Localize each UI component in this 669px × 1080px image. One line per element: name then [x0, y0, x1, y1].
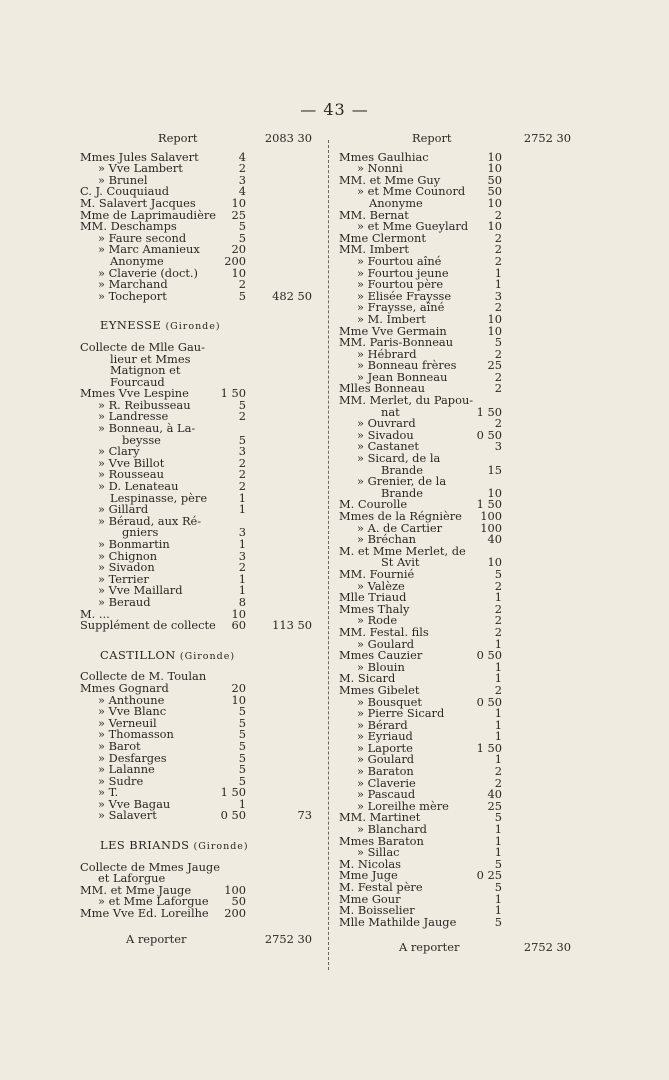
donor-name: Mme Clermont: [339, 230, 426, 245]
donor-name: » Fourtou jeune: [357, 265, 449, 280]
donor-name: MM. Paris-Bonneau: [339, 335, 454, 350]
donor-name: » Bonneau frères: [357, 358, 457, 373]
donation-amount: 5: [494, 810, 502, 825]
donation-amount: 40: [487, 532, 502, 547]
donation-amount: 1: [238, 502, 246, 517]
subtotal: 73: [297, 808, 312, 823]
donor-entry: [80, 513, 320, 528]
donation-amount: 2: [494, 207, 502, 222]
donation-amount: 3: [238, 172, 246, 187]
donor-name: » Marc Amanieux: [98, 242, 200, 257]
donor-name: Mlle Triaud: [339, 590, 407, 605]
donor-name: » Blanchard: [357, 822, 427, 837]
donor-name: » Claverie: [357, 775, 416, 790]
donor-name: » Terrier: [98, 571, 149, 586]
donation-amount: 2: [494, 416, 502, 431]
donation-amount: 2: [238, 560, 246, 575]
donor-name: M. Festal père: [339, 880, 423, 894]
donor-name: M. Sicard: [339, 671, 396, 686]
donor-name: » Rode: [357, 613, 398, 628]
locality-name: EYNESSE: [100, 318, 162, 333]
donor-name: » Bérard: [357, 717, 408, 732]
donation-amount: 2: [238, 467, 246, 482]
donor-name: » Goulard: [357, 636, 415, 651]
donation-amount: 2: [494, 300, 502, 315]
donation-amount: 5: [238, 397, 246, 412]
donor-name: gniers: [122, 525, 159, 540]
donation-amount: 5: [238, 219, 246, 234]
donor-name: » Brunel: [98, 172, 148, 187]
donation-amount: 2: [238, 455, 246, 470]
donation-amount: 5: [238, 704, 246, 719]
donor-name: M. Salavert Jacques: [80, 195, 196, 210]
donor-name: Mmes Gaulhiac: [339, 149, 429, 164]
reporter-label: A reporter: [399, 940, 460, 955]
donor-name: » et Mme Gueylard: [357, 219, 469, 234]
donation-amount: 0 50: [476, 427, 502, 442]
donation-amount: 0 50: [476, 648, 502, 663]
reporter-total: 2752 30: [264, 931, 312, 946]
right-entries: [339, 149, 571, 929]
donation-amount: 1: [238, 490, 246, 505]
donor-name: » Sivadon: [98, 560, 155, 575]
donation-amount: 1: [494, 845, 502, 860]
donor-name: » Laporte: [357, 740, 413, 755]
subtotal: 482 50: [272, 288, 312, 303]
donor-name: » Eyriaud: [357, 729, 413, 744]
donation-amount: 2: [494, 369, 502, 384]
donor-name: C. J. Couquiaud: [80, 184, 170, 199]
donation-amount: 2: [238, 409, 246, 424]
donation-amount: 2: [494, 381, 502, 396]
donor-name: Mmes Jules Salavert: [80, 149, 199, 164]
donor-name: » Vve Lambert: [98, 161, 183, 176]
donor-name: Mme Juge: [339, 868, 398, 883]
donation-amount: 2: [494, 624, 502, 639]
section-entries: [80, 859, 320, 921]
donor-name: Mme Vve Germain: [339, 323, 447, 338]
donor-name: » Bonneau, à La-: [98, 421, 196, 436]
donation-amount: 5: [238, 230, 246, 245]
donor-name: » Verneuil: [98, 715, 157, 730]
donation-amount: 1: [494, 671, 502, 686]
donation-amount: 1 50: [476, 497, 502, 512]
donation-amount: 3: [238, 548, 246, 563]
donation-amount: 1 50: [476, 404, 502, 419]
donation-amount: 1: [238, 571, 246, 586]
donation-amount: 1: [494, 277, 502, 292]
donor-entry: [80, 908, 320, 920]
donor-name: » Fraysse, aîné: [357, 300, 445, 315]
locality-name: CASTILLON: [100, 647, 176, 662]
donor-name: » Barot: [98, 738, 141, 753]
donor-entry: [80, 810, 320, 822]
donation-amount: 10: [487, 311, 502, 326]
donor-name: M. Courolle: [339, 497, 408, 512]
donation-amount: 10: [487, 555, 502, 570]
donor-name: » Chignon: [98, 548, 158, 563]
donor-name: lieur et Mmes: [110, 351, 191, 366]
donor-name: » Faure second: [98, 230, 187, 245]
donation-amount: 1: [494, 752, 502, 767]
donor-name: » Landresse: [98, 409, 169, 424]
donation-amount: 40: [487, 787, 502, 802]
section-heading: [80, 647, 320, 662]
donation-amount: 50: [487, 172, 502, 187]
donation-amount: 100: [480, 520, 502, 535]
donation-amount: 1: [494, 636, 502, 651]
donor-name: MM. Imbert: [339, 242, 409, 257]
donation-amount: 0 25: [476, 868, 502, 883]
donation-amount: 1 50: [220, 785, 246, 800]
region-name: (Gironde): [193, 841, 249, 853]
donation-amount: 10: [231, 195, 246, 210]
donor-name: M. ...: [80, 606, 110, 621]
donor-name: » Baraton: [357, 764, 414, 779]
report-label: Report: [158, 131, 198, 145]
donor-name: Mmes Vve Lespine: [80, 386, 189, 401]
donor-name: » T.: [98, 785, 119, 800]
donation-amount: 1: [494, 265, 502, 280]
subtotal: 113 50: [272, 618, 312, 633]
section-heading: [80, 840, 320, 852]
donation-amount: 0 50: [476, 694, 502, 709]
donor-name: Supplément de collecte: [80, 618, 216, 633]
section-title: [100, 840, 249, 853]
donor-name: nat: [381, 404, 400, 419]
section-heading: [80, 320, 320, 332]
donation-amount: 10: [487, 323, 502, 338]
donation-amount: 8: [238, 594, 246, 609]
donor-name: Mme Gour: [339, 891, 401, 906]
donor-name: MM. Martinet: [339, 810, 421, 825]
donor-name: » M. Imbert: [357, 311, 426, 326]
donation-amount: 25: [487, 358, 502, 373]
donor-entry: [80, 423, 320, 435]
donor-name: » Valèze: [357, 578, 405, 593]
region-name: (Gironde): [179, 650, 236, 662]
donation-amount: 5: [494, 880, 502, 894]
donation-amount: 0 50: [220, 808, 246, 823]
donation-amount: 20: [231, 242, 246, 257]
donor-name: » Pierre Sicard: [357, 706, 445, 721]
reporter-total: 2752 30: [523, 940, 571, 955]
donor-entry: [80, 288, 320, 303]
donation-amount: 5: [238, 288, 246, 303]
donor-name: » Bousquet: [357, 694, 422, 709]
donation-amount: 10: [487, 195, 502, 210]
donation-amount: 10: [487, 149, 502, 164]
donor-name: » Salavert: [98, 808, 157, 823]
donation-amount: 5: [238, 432, 246, 447]
donor-name: Anonyme: [369, 195, 423, 210]
donation-amount: 2: [494, 346, 502, 361]
donation-amount: 1: [494, 822, 502, 837]
donor-name: » Fourtou aîné: [357, 253, 442, 268]
donation-amount: 25: [231, 207, 246, 222]
donation-amount: 2: [494, 242, 502, 257]
donor-name: » Tocheport: [98, 288, 167, 303]
donor-name: » D. Lenateau: [98, 479, 179, 494]
donor-entry: [339, 914, 571, 929]
donation-amount: 10: [231, 692, 246, 707]
donation-amount: 5: [238, 750, 246, 765]
donation-amount: 2: [494, 613, 502, 628]
donor-name: » Jean Bonneau: [357, 369, 448, 384]
donor-name: Fourcaud: [110, 374, 165, 389]
donor-name: » Grenier, de la: [357, 474, 447, 489]
report-carried-forward: [80, 133, 320, 145]
donor-name: » Desfarges: [98, 750, 167, 765]
donation-amount: 10: [231, 265, 246, 280]
donor-name: MM. Merlet, du Papou-: [339, 393, 474, 408]
donation-amount: 100: [224, 882, 246, 897]
donation-amount: 2: [494, 253, 502, 268]
donor-name: MM. et Mme Jauge: [80, 882, 192, 897]
report-label: Report: [412, 131, 452, 145]
donation-amount: 10: [487, 219, 502, 234]
donor-name: Mmes Baraton: [339, 833, 424, 848]
donation-amount: 5: [238, 762, 246, 777]
donor-name: » Hébrard: [357, 346, 417, 361]
donor-name: Mmes Thaly: [339, 601, 410, 616]
left-entries: [80, 149, 320, 303]
donor-name: » et Mme Counord: [357, 184, 466, 199]
donor-name: MM. Bernat: [339, 207, 409, 222]
donation-amount: 2: [494, 764, 502, 779]
donor-name: Brande: [381, 485, 423, 500]
donor-name: » Vve Bagau: [98, 796, 171, 811]
donor-name: » Sudre: [98, 773, 144, 788]
donor-name: » Sillac: [357, 845, 400, 860]
donor-name: » Bréchan: [357, 532, 416, 547]
donor-name: MM. et Mme Guy: [339, 172, 441, 187]
donation-amount: 200: [224, 906, 246, 921]
donor-name: Matignon et: [110, 363, 181, 378]
donor-entry: [339, 453, 571, 465]
donor-name: Mme Vve Ed. Loreilhe: [80, 906, 209, 921]
donation-amount: 1: [238, 796, 246, 811]
donor-name: » Beraud: [98, 594, 151, 609]
donation-amount: 5: [238, 773, 246, 788]
donor-name: » Sivadou: [357, 427, 414, 442]
donation-amount: 15: [487, 462, 502, 477]
donation-amount: 1 50: [476, 740, 502, 755]
donation-amount: 1: [238, 537, 246, 551]
donor-name: » Ouvrard: [357, 416, 416, 431]
donor-name: et Laforgue: [98, 871, 166, 886]
donor-name: Mmes de la Régnière: [339, 509, 462, 523]
donor-name: » Vve Blanc: [98, 704, 167, 719]
carry-forward-footer: [80, 931, 320, 946]
section-title: [100, 647, 236, 663]
report-total: 2083 30: [264, 131, 312, 145]
donor-entry: [80, 620, 320, 632]
donation-amount: 1: [494, 717, 502, 732]
donor-name: » Blouin: [357, 659, 405, 674]
donor-name: » Sicard, de la: [357, 451, 441, 466]
donor-name: » Vve Maillard: [98, 583, 183, 598]
donor-entry: [80, 594, 320, 609]
left-sections: [80, 320, 320, 919]
donor-name: MM. Fournié: [339, 566, 415, 581]
donation-amount: 2: [494, 230, 502, 245]
donor-name: » Bonmartin: [98, 537, 170, 551]
report-carried-forward: [339, 133, 571, 145]
donor-name: » Gillard: [98, 502, 149, 517]
donation-amount: 50: [487, 184, 502, 199]
donation-amount: 20: [231, 680, 246, 695]
donor-entry: [339, 476, 571, 488]
donor-name: » et Mme Laforgue: [98, 894, 209, 909]
donation-amount: 25: [487, 798, 502, 813]
donation-amount: 3: [238, 525, 246, 540]
donor-name: Collecte de Mmes Jauge: [80, 859, 220, 874]
donor-name: » Béraud, aux Ré-: [98, 513, 202, 528]
donation-amount: 2: [494, 775, 502, 790]
donation-amount: 1 50: [220, 386, 246, 401]
donation-amount: 2: [238, 479, 246, 494]
donation-amount: 1: [494, 903, 502, 918]
donation-amount: 1: [494, 590, 502, 605]
donation-amount: 10: [487, 485, 502, 500]
donor-name: MM. Festal. fils: [339, 624, 429, 639]
locality-name: LES BRIANDS: [100, 838, 190, 853]
donor-name: » Thomasson: [98, 727, 174, 742]
donation-amount: 1: [494, 891, 502, 906]
donor-name: M. et Mme Merlet, de: [339, 543, 466, 558]
column-divider: [328, 140, 329, 970]
donor-name: » Fourtou père: [357, 277, 444, 292]
donor-name: Collecte de M. Toulan: [80, 669, 207, 684]
donation-amount: 1: [494, 833, 502, 848]
donation-amount: 200: [224, 253, 246, 268]
donation-amount: 3: [238, 444, 246, 459]
donor-name: M. Boisselier: [339, 903, 415, 918]
donor-name: Anonyme: [110, 253, 164, 268]
donor-name: » Lalanne: [98, 762, 155, 777]
donation-amount: 50: [231, 894, 246, 909]
donor-name: » Vve Billot: [98, 455, 165, 470]
donor-name: » Rousseau: [98, 467, 164, 482]
donor-name: » Anthoune: [98, 692, 165, 707]
section-title: [100, 320, 221, 333]
donor-name: MM. Deschamps: [80, 219, 177, 234]
donor-name: » R. Reibusseau: [98, 397, 191, 412]
donation-amount: 5: [494, 335, 502, 350]
section-entries: [80, 671, 320, 822]
donation-amount: 5: [238, 738, 246, 753]
donation-amount: 2: [494, 578, 502, 593]
donor-name: » Clary: [98, 444, 140, 459]
donation-amount: 5: [238, 727, 246, 742]
reporter-label: A reporter: [126, 931, 187, 946]
right-column: [339, 133, 571, 954]
donation-amount: 1: [238, 583, 246, 598]
region-name: (Gironde): [165, 321, 221, 333]
donor-name: » Nonni: [357, 161, 403, 176]
donation-amount: 3: [494, 439, 502, 454]
donor-name: » Castanet: [357, 439, 419, 454]
donation-amount: 2: [238, 161, 246, 176]
donation-amount: 4: [238, 184, 246, 199]
donor-name: St Avit: [381, 555, 420, 570]
donation-amount: 5: [494, 856, 502, 871]
left-column: [80, 133, 320, 945]
donor-name: Brande: [381, 462, 423, 477]
donation-amount: 100: [480, 509, 502, 523]
donor-name: Mlle Mathilde Jauge: [339, 914, 457, 929]
donation-amount: 2: [494, 682, 502, 697]
donor-name: » A. de Cartier: [357, 520, 443, 535]
donor-name: » Marchand: [98, 277, 168, 292]
donor-name: M. Nicolas: [339, 856, 402, 871]
donation-amount: 2: [494, 601, 502, 616]
donor-name: Mmes Gibelet: [339, 682, 420, 697]
donation-amount: 5: [238, 715, 246, 730]
donor-name: » Claverie (doct.): [98, 265, 198, 280]
donation-amount: 1: [494, 659, 502, 674]
donor-entry: [339, 395, 571, 407]
donor-name: Mmes Cauzier: [339, 648, 423, 663]
donation-amount: 5: [494, 914, 502, 929]
donor-name: Mmes Gognard: [80, 680, 169, 695]
donation-amount: 10: [231, 606, 246, 621]
donation-amount: 3: [494, 288, 502, 303]
page-number: — 43 —: [300, 100, 369, 119]
donor-name: Collecte de Mlle Gau-: [80, 339, 205, 354]
donation-amount: 4: [238, 149, 246, 164]
donor-name: Mlles Bonneau: [339, 381, 425, 396]
report-total: 2752 30: [523, 131, 571, 145]
donor-name: Lespinasse, père: [110, 490, 208, 505]
donation-amount: 1: [494, 706, 502, 721]
donor-name: » Goulard: [357, 752, 415, 767]
carry-forward-footer: [339, 942, 571, 954]
donor-name: » Elisée Fraysse: [357, 288, 452, 303]
donation-amount: 60: [231, 618, 246, 633]
donor-name: » Pascaud: [357, 787, 416, 802]
donor-entry: [339, 543, 571, 558]
donation-amount: 10: [487, 161, 502, 176]
donor-name: Mme de Laprimaudière: [80, 207, 217, 222]
donation-amount: 1: [494, 729, 502, 744]
donation-amount: 2: [238, 277, 246, 292]
donor-name: » Loreilhe mère: [357, 798, 449, 813]
donor-name: beysse: [122, 432, 161, 447]
donation-amount: 5: [494, 566, 502, 581]
section-entries: [80, 339, 320, 633]
